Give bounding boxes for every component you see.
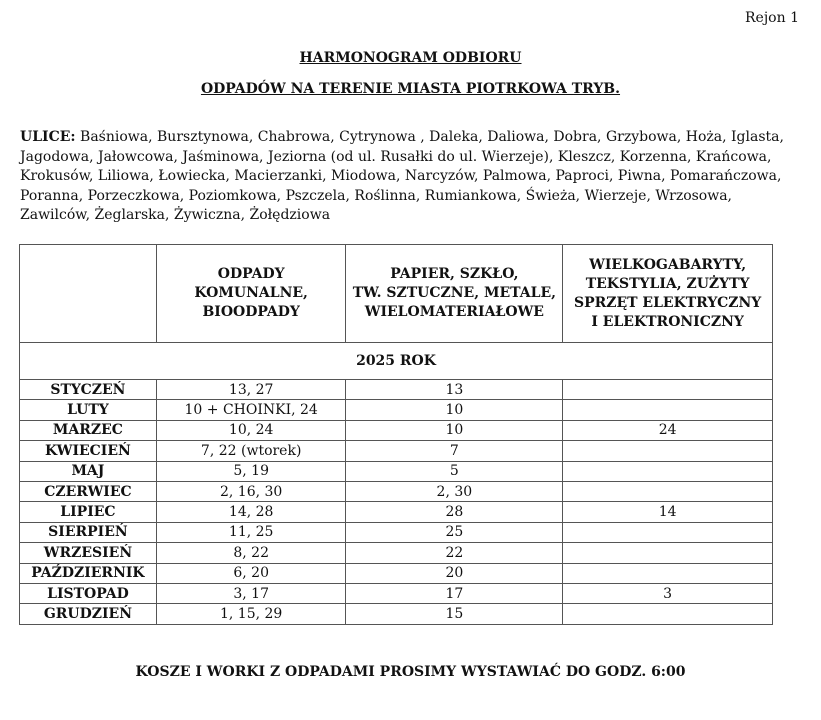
table-row (20, 583, 773, 603)
papier-cell: 28 (346, 502, 563, 522)
header-wielkogabaryty: WIELKOGABARYTY, TEKSTYLIA, ZUŻYTY SPRZĘT ELEKTRYCZNY I ELEKTRONICZNY (563, 245, 773, 343)
streets-paragraph (20, 128, 805, 226)
komunalne-cell: 5, 19 (156, 461, 346, 481)
wielkogabaryty-cell (563, 441, 773, 461)
wielkogabaryty-cell (563, 543, 773, 563)
wielkogabaryty-cell (563, 563, 773, 583)
komunalne-cell: 1, 15, 29 (156, 604, 346, 624)
table-row (20, 543, 773, 563)
table-row (20, 461, 773, 481)
wielkogabaryty-cell (563, 522, 773, 542)
table-header-row (20, 245, 773, 343)
table-row (20, 522, 773, 542)
komunalne-cell: 10 + CHOINKI, 24 (156, 400, 346, 420)
table-row (20, 481, 773, 501)
komunalne-cell: 13, 27 (156, 380, 346, 400)
komunalne-cell: 2, 16, 30 (156, 481, 346, 501)
papier-cell: 2, 30 (346, 481, 563, 501)
komunalne-cell: 8, 22 (156, 543, 346, 563)
papier-cell: 22 (346, 543, 563, 563)
komunalne-cell: 11, 25 (156, 522, 346, 542)
table-row (20, 400, 773, 420)
month-cell: LIPIEC (20, 502, 157, 522)
wielkogabaryty-cell: 3 (563, 583, 773, 603)
streets-label: ULICE: (20, 129, 76, 145)
papier-cell: 15 (346, 604, 563, 624)
papier-cell: 7 (346, 441, 563, 461)
month-cell: GRUDZIEŃ (20, 604, 157, 624)
papier-cell: 5 (346, 461, 563, 481)
papier-cell: 10 (346, 400, 563, 420)
month-cell: LISTOPAD (20, 583, 157, 603)
region-label: Rejon 1 (745, 10, 799, 26)
table-row (20, 420, 773, 440)
footer-note: KOSZE I WORKI Z ODPADAMI PROSIMY WYSTAWIAĆ DO GODZ. 6:00 (135, 664, 686, 680)
table-row (20, 563, 773, 583)
month-cell: PAŹDZIERNIK (20, 563, 157, 583)
komunalne-cell: 3, 17 (156, 583, 346, 603)
month-cell: WRZESIEŃ (20, 543, 157, 563)
wielkogabaryty-cell (563, 604, 773, 624)
papier-cell: 20 (346, 563, 563, 583)
wielkogabaryty-cell: 24 (563, 420, 773, 440)
month-cell: STYCZEŃ (20, 380, 157, 400)
komunalne-cell: 6, 20 (156, 563, 346, 583)
month-cell: MARZEC (20, 420, 157, 440)
month-cell: SIERPIEŃ (20, 522, 157, 542)
wielkogabaryty-cell (563, 400, 773, 420)
page-subtitle: ODPADÓW NA TERENIE MIASTA PIOTRKOWA TRYB. (200, 81, 621, 97)
header-komunalne: ODPADY KOMUNALNE, BIOODPADY (156, 245, 346, 343)
papier-cell: 13 (346, 380, 563, 400)
table-row (20, 502, 773, 522)
month-cell: MAJ (20, 461, 157, 481)
month-cell: CZERWIEC (20, 481, 157, 501)
papier-cell: 17 (346, 583, 563, 603)
komunalne-cell: 7, 22 (wtorek) (156, 441, 346, 461)
page-title: HARMONOGRAM ODBIORU (299, 50, 522, 66)
year-row (20, 343, 773, 380)
month-cell: KWIECIEŃ (20, 441, 157, 461)
header-papier: PAPIER, SZKŁO, TW. SZTUCZNE, METALE, WIELOMATERIAŁOWE (346, 245, 563, 343)
table-row (20, 380, 773, 400)
papier-cell: 25 (346, 522, 563, 542)
wielkogabaryty-cell (563, 481, 773, 501)
table-row (20, 604, 773, 624)
komunalne-cell: 10, 24 (156, 420, 346, 440)
streets-list: Baśniowa, Bursztynowa, Chabrowa, Cytrynowa , Daleka, Daliowa, Dobra, Grzybowa, Hoża, Iglasta, Jagodowa, Jałowcowa, Jaśminowa, Jeziorna (od ul. Rusałki do ul. Wierzeje), Kleszcz, Korzenna, Krańcowa, Krokusów, Liliowa, Łowiecka, Macierzanki, Miodowa, Narcyzów, Palmowa, Paproci, Piwna, Pomarańczowa, Poranna, Porzeczkowa, Poziomkowa, Pszczela, Roślinna, Rumiankowa, Świeża, Wierzeje, Wrzosowa, Zawilców, Żeglarska, Żywiczna, Żołędziowa (20, 129, 784, 223)
table-row (20, 441, 773, 461)
wielkogabaryty-cell (563, 461, 773, 481)
year-label: 2025 ROK (20, 343, 773, 380)
month-cell: LUTY (20, 400, 157, 420)
papier-cell: 10 (346, 420, 563, 440)
header-month (20, 245, 157, 343)
wielkogabaryty-cell: 14 (563, 502, 773, 522)
wielkogabaryty-cell (563, 380, 773, 400)
komunalne-cell: 14, 28 (156, 502, 346, 522)
schedule-table (19, 244, 773, 625)
